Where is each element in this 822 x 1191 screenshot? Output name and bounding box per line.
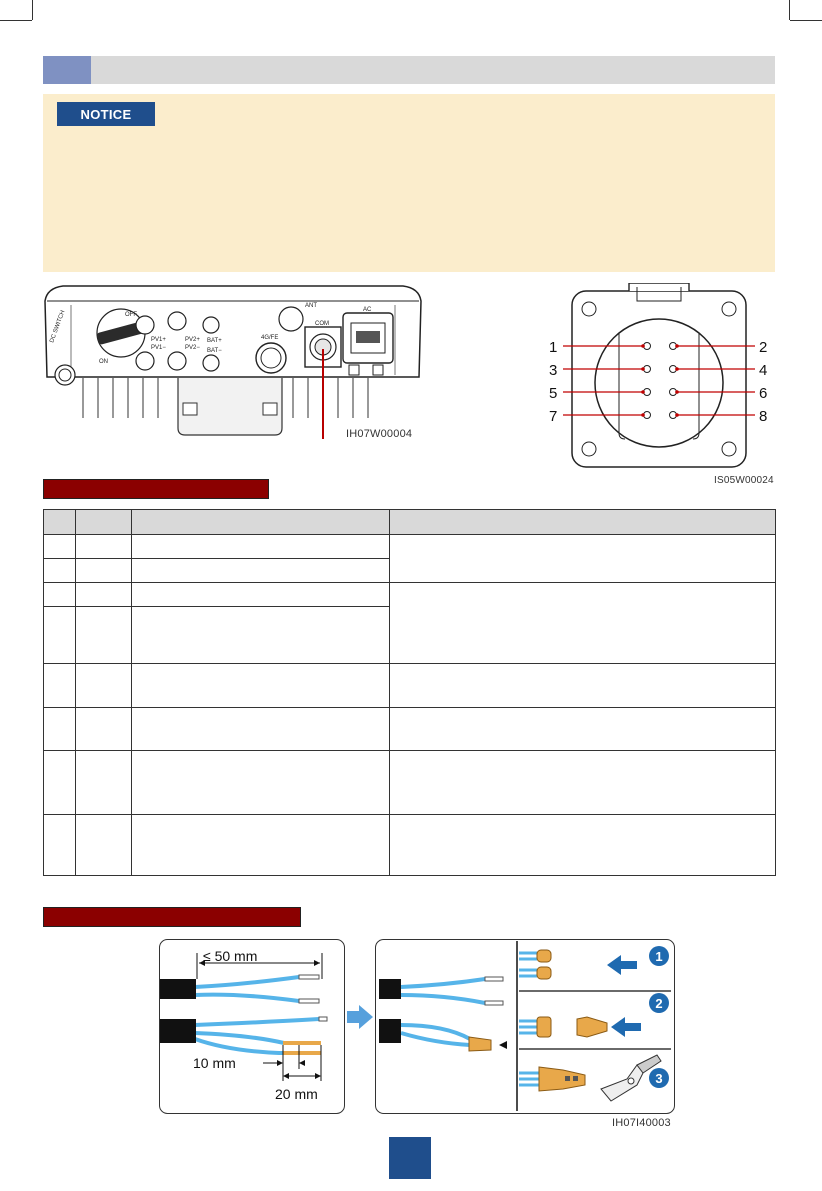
panel-label-dc-switch: DC SWITCH bbox=[49, 309, 67, 344]
table-header-cell bbox=[390, 510, 776, 535]
panel-label-pv2-minus: PV2− bbox=[185, 345, 200, 351]
pin-label-8: 8 bbox=[759, 408, 768, 425]
panel-label-4g-fe: 4G/FE bbox=[261, 335, 279, 341]
notice-box bbox=[43, 94, 775, 272]
pin-definition-table bbox=[43, 509, 776, 876]
table-cell bbox=[76, 815, 132, 876]
table-cell-merged bbox=[390, 535, 776, 583]
table-cell-merged bbox=[390, 583, 776, 664]
pin-label-4: 4 bbox=[759, 362, 768, 379]
panel-label-pv1-plus: PV1+ bbox=[151, 337, 166, 343]
cable-prep-title-bar bbox=[43, 907, 301, 927]
figure1-caption: IH07W00004 bbox=[346, 428, 413, 440]
pin-label-2: 2 bbox=[759, 339, 768, 356]
panel-label-bat-minus: BAT− bbox=[207, 348, 222, 354]
com-port-pin-figure bbox=[545, 283, 780, 473]
panel-label-on: ON bbox=[99, 359, 108, 365]
table-cell bbox=[76, 559, 132, 583]
table-cell bbox=[76, 708, 132, 751]
table-row bbox=[44, 815, 776, 876]
dimension-10mm: 10 mm bbox=[193, 1055, 236, 1071]
inverter-bottom-drawing bbox=[43, 283, 423, 443]
table-row bbox=[44, 708, 776, 751]
dimension-max-strip-length: ≤ 50 mm bbox=[203, 948, 258, 964]
table-cell bbox=[44, 535, 76, 559]
table-cell bbox=[132, 535, 390, 559]
table-row bbox=[44, 535, 776, 559]
crop-mark-top-left-v bbox=[32, 0, 33, 20]
process-arrow-icon bbox=[345, 1004, 375, 1030]
step-badge-1: 1 bbox=[655, 949, 663, 964]
inverter-bottom-figure bbox=[43, 283, 423, 443]
table-cell bbox=[76, 751, 132, 815]
table-header-row bbox=[44, 510, 776, 535]
table-title-bar bbox=[43, 479, 269, 499]
table-cell bbox=[390, 815, 776, 876]
pin-label-5: 5 bbox=[549, 385, 558, 402]
table-cell bbox=[132, 664, 390, 708]
pin-label-1: 1 bbox=[549, 339, 558, 356]
table-cell bbox=[76, 583, 132, 607]
panel-label-pv2-plus: PV2+ bbox=[185, 337, 200, 343]
table-cell bbox=[132, 751, 390, 815]
step-badge-2: 2 bbox=[655, 996, 663, 1011]
table-cell bbox=[132, 583, 390, 607]
com-port-pin-drawing bbox=[545, 283, 780, 473]
table-cell bbox=[390, 664, 776, 708]
panel-label-bat-plus: BAT+ bbox=[207, 338, 222, 344]
cable-stripping-drawing bbox=[159, 939, 345, 1114]
table-cell bbox=[390, 708, 776, 751]
crop-mark-top-right-h bbox=[790, 20, 822, 21]
pin-label-6: 6 bbox=[759, 385, 768, 402]
step-badge-3: 3 bbox=[655, 1071, 663, 1086]
table-cell bbox=[76, 535, 132, 559]
panel-label-off: OFF bbox=[125, 312, 137, 318]
crop-mark-top-left-h bbox=[0, 20, 32, 21]
table-cell bbox=[76, 664, 132, 708]
ferrule-crimping-figure bbox=[375, 939, 675, 1114]
table-row bbox=[44, 751, 776, 815]
panel-label-pv1-minus: PV1− bbox=[151, 345, 166, 351]
crop-mark-top-right-v bbox=[789, 0, 790, 20]
ferrule-crimping-drawing bbox=[375, 939, 675, 1114]
figure3-caption: IH07I40003 bbox=[612, 1117, 671, 1129]
cable-stripping-figure bbox=[159, 939, 345, 1114]
table-header-cell bbox=[76, 510, 132, 535]
table-cell bbox=[44, 815, 76, 876]
table-cell bbox=[132, 559, 390, 583]
table-cell bbox=[44, 607, 76, 664]
table-cell bbox=[132, 815, 390, 876]
table-row bbox=[44, 664, 776, 708]
panel-label-com: COM bbox=[315, 321, 329, 327]
table-cell bbox=[44, 708, 76, 751]
table-row bbox=[44, 583, 776, 607]
table-cell bbox=[44, 583, 76, 607]
table-cell bbox=[76, 607, 132, 664]
table-cell bbox=[390, 751, 776, 815]
panel-label-ac: AC bbox=[363, 307, 372, 313]
table-cell bbox=[44, 559, 76, 583]
section-number-block bbox=[43, 56, 91, 84]
figure2-caption: IS05W00024 bbox=[714, 475, 774, 486]
table-cell bbox=[44, 751, 76, 815]
section-header-bar bbox=[43, 56, 775, 84]
pin-label-3: 3 bbox=[549, 362, 558, 379]
pin-label-7: 7 bbox=[549, 408, 558, 425]
table-cell bbox=[44, 664, 76, 708]
table-cell bbox=[132, 708, 390, 751]
dimension-20mm: 20 mm bbox=[275, 1086, 318, 1102]
page-number-block bbox=[389, 1137, 431, 1179]
panel-label-ant: ANT bbox=[305, 303, 317, 309]
table-header-cell bbox=[44, 510, 76, 535]
table-header-cell bbox=[132, 510, 390, 535]
table-cell bbox=[132, 607, 390, 664]
notice-tag: NOTICE bbox=[57, 102, 155, 126]
